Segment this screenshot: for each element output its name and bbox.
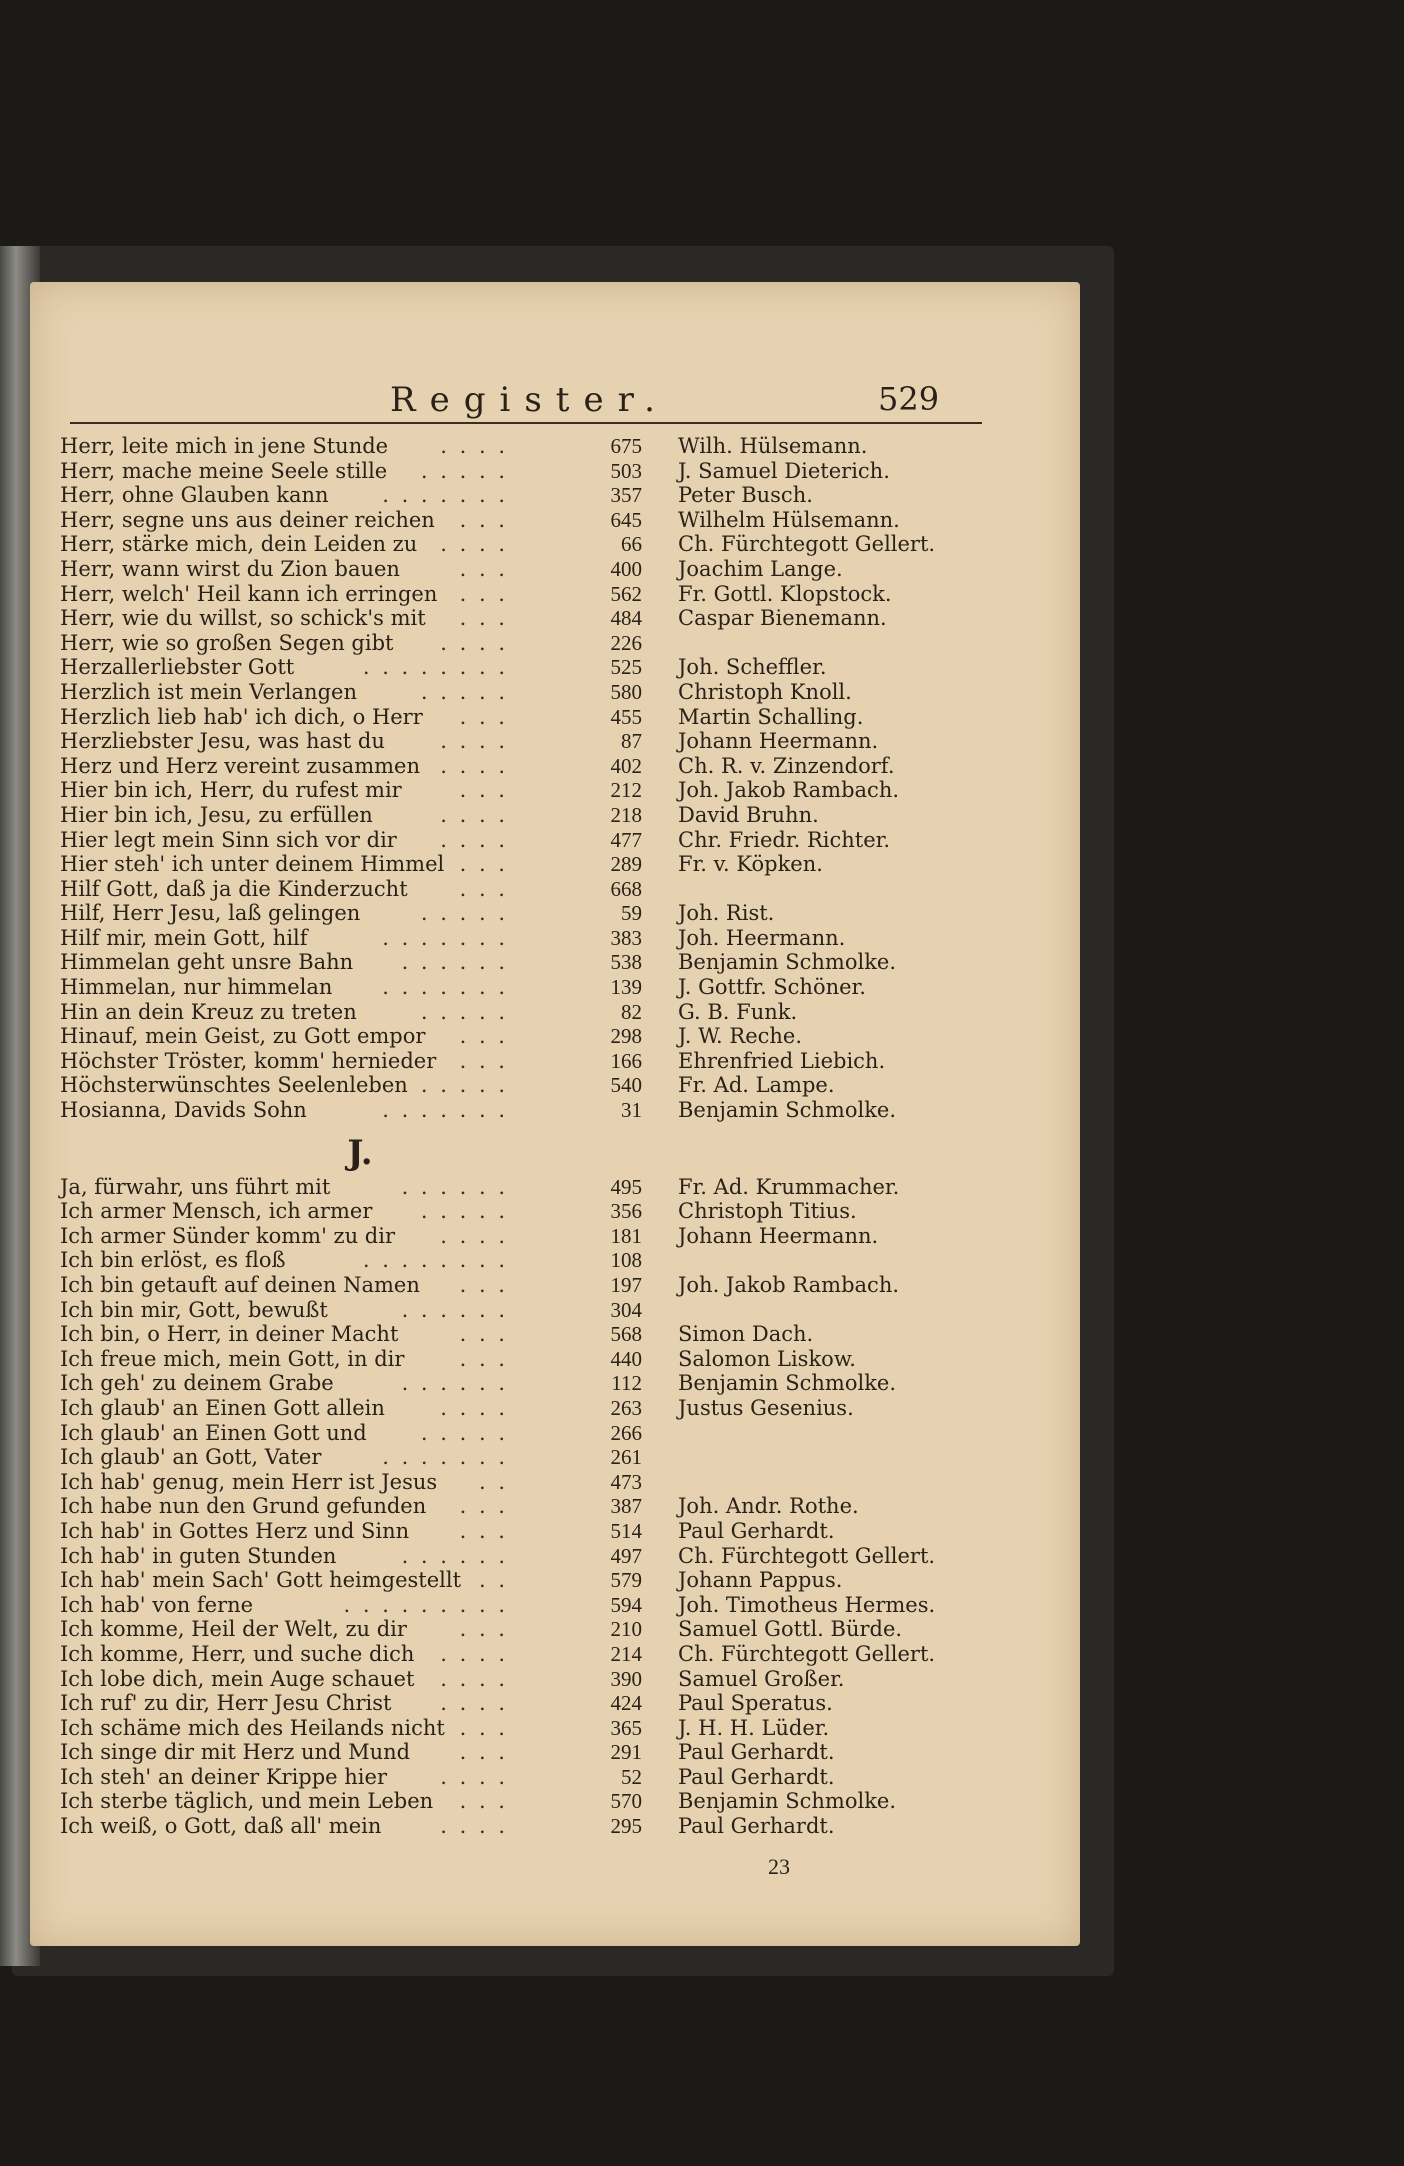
leader-dots: . . . .: [440, 1641, 508, 1666]
leader-dots: . . . . . . .: [382, 1098, 508, 1123]
hymn-number: 668: [610, 876, 642, 901]
hymn-author: Johann Heermann.: [678, 1223, 879, 1248]
register-entry: [60, 1371, 1020, 1396]
register-entry: [60, 1691, 1020, 1716]
entry-title: Hier legt mein Sinn sich vor dir: [60, 827, 397, 852]
register-entry: [60, 754, 1020, 779]
register-entry: [60, 1396, 1020, 1421]
register-entry: [60, 1617, 1020, 1642]
hymn-author: Fr. v. Köpken.: [678, 852, 823, 877]
hymn-author: Benjamin Schmolke.: [678, 1098, 897, 1123]
leader-dots: . . . .: [440, 753, 508, 778]
entry-title: Herr, wie du willst, so schick's mit: [60, 606, 426, 631]
leader-dots: . . . . . .: [401, 1371, 508, 1396]
hymn-author: Ehrenfried Liebich.: [678, 1048, 886, 1073]
hymn-author: Joh. Scheffler.: [678, 655, 827, 680]
register-entry: [60, 778, 1020, 803]
register-entry: [60, 1814, 1020, 1839]
entry-title: Ich glaub' an Einen Gott und: [60, 1420, 367, 1445]
leader-dots: . . . .: [440, 802, 508, 827]
register-entry: [60, 926, 1020, 951]
entry-title: Hier steh' ich unter deinem Himmel: [60, 852, 445, 877]
entry-title: Herr, stärke mich, dein Leiden zu: [60, 532, 418, 557]
entry-title: Ich glaub' an Einen Gott allein: [60, 1395, 385, 1420]
leader-dots: . . . . . . .: [382, 975, 508, 1000]
entry-title: Himmelan, nur himmelan: [60, 975, 333, 1000]
register-entry: [60, 631, 1020, 656]
leader-dots: . . . .: [440, 1223, 508, 1248]
leader-dots: . . . . .: [420, 1420, 508, 1445]
hymn-author: Samuel Gottl. Bürde.: [678, 1617, 903, 1642]
hymn-number: 675: [610, 434, 642, 458]
hymn-number: 87: [621, 729, 642, 754]
leader-dots: . . .: [459, 1715, 508, 1740]
entry-title: Ich hab' in guten Stunden: [60, 1543, 337, 1568]
register-entry: [60, 1642, 1020, 1667]
hymn-number: 562: [610, 581, 642, 606]
hymn-author: Paul Gerhardt.: [678, 1518, 835, 1543]
leader-dots: . . .: [459, 507, 508, 532]
leader-dots: . . . .: [440, 1666, 508, 1691]
hymn-number: 298: [610, 1024, 642, 1049]
leader-dots: . . . .: [440, 1814, 508, 1839]
book-page: [30, 282, 1080, 1946]
leader-dots: . . . . . . . .: [362, 655, 508, 680]
hymn-number: 540: [610, 1073, 642, 1098]
entry-title: Ich hab' genug, mein Herr ist Jesus: [60, 1469, 438, 1494]
hymn-author: Fr. Ad. Krummacher.: [678, 1174, 900, 1199]
leader-dots: . . . . .: [420, 679, 508, 704]
register-entry: [60, 1470, 1020, 1495]
register-entry: [60, 1224, 1020, 1249]
hymn-author: Justus Gesenius.: [678, 1395, 854, 1420]
running-head: Register.: [390, 380, 669, 420]
entry-title: Herr, mache meine Seele stille: [60, 458, 388, 483]
leader-dots: . . .: [459, 778, 508, 803]
register-entry: [60, 1000, 1020, 1025]
register-entry: [60, 828, 1020, 853]
leader-dots: . . . . . .: [401, 1543, 508, 1568]
register-entry: [60, 1049, 1020, 1074]
leader-dots: . . .: [459, 1346, 508, 1371]
hymn-number: 66: [621, 532, 642, 557]
hymn-author: Ch. R. v. Zinzendorf.: [678, 753, 895, 778]
hymn-number: 139: [610, 975, 642, 1000]
entry-title: Ich weiß, o Gott, daß all' mein: [60, 1814, 382, 1839]
entry-title: Ich hab' mein Sach' Gott heimgestellt: [60, 1568, 462, 1593]
register-entry: [60, 1445, 1020, 1470]
entry-title: Herr, segne uns aus deiner reichen: [60, 507, 435, 532]
entry-title: Ich bin erlöst, es floß: [60, 1248, 286, 1273]
leader-dots: . . . . .: [420, 901, 508, 926]
hymn-author: Christoph Knoll.: [678, 679, 852, 704]
register-entry: [60, 1519, 1020, 1544]
leader-dots: . . .: [459, 1024, 508, 1049]
register-entry: [60, 1298, 1020, 1323]
leader-dots: . . . . . .: [401, 950, 508, 975]
leader-dots: . . . .: [440, 1691, 508, 1716]
hymn-author: Samuel Großer.: [678, 1666, 845, 1691]
hymn-number: 166: [610, 1048, 642, 1073]
entry-title: Ich bin getauft auf deinen Namen: [60, 1273, 420, 1297]
register-entry: [60, 901, 1020, 926]
register-entry: [60, 1494, 1020, 1519]
register-entry: [60, 459, 1020, 484]
entry-title: Ich komme, Heil der Welt, zu dir: [60, 1617, 407, 1642]
hymn-number: 570: [610, 1789, 642, 1814]
hymn-number: 440: [610, 1346, 642, 1371]
register-entry: [60, 1568, 1020, 1593]
entry-title: Höchster Tröster, komm' hernieder: [60, 1048, 437, 1073]
hymn-number: 214: [610, 1641, 642, 1666]
leader-dots: . . . . .: [420, 999, 508, 1024]
hymn-number: 424: [610, 1691, 642, 1716]
leader-dots: . . . . . . .: [382, 925, 508, 950]
leader-dots: . .: [478, 1568, 508, 1593]
register-entry: [60, 975, 1020, 1000]
hymn-number: 365: [610, 1715, 642, 1740]
leader-dots: . . . . . . . .: [362, 1248, 508, 1273]
hymn-author: Benjamin Schmolke.: [678, 1789, 897, 1814]
entry-title: Ich freue mich, mein Gott, in dir: [60, 1346, 405, 1371]
page-number: 529: [878, 380, 940, 418]
hymn-author: J. Gottfr. Schöner.: [678, 975, 866, 1000]
hymn-number: 455: [610, 704, 642, 729]
leader-dots: . . . . .: [420, 458, 508, 483]
hymn-number: 226: [610, 630, 642, 655]
hymn-number: 580: [610, 679, 642, 704]
printer-signature: 23: [768, 1854, 790, 1879]
hymn-author: Paul Gerhardt.: [678, 1764, 835, 1789]
hymn-number: 495: [610, 1174, 642, 1199]
hymn-number: 497: [610, 1543, 642, 1568]
leader-dots: . . . . . .: [401, 1174, 508, 1199]
register-entry: [60, 1347, 1020, 1372]
hymn-author: Fr. Gottl. Klopstock.: [678, 581, 892, 606]
hymn-number: 266: [610, 1420, 642, 1445]
register-entry: [60, 1544, 1020, 1569]
leader-dots: . . .: [459, 1740, 508, 1765]
hymn-number: 112: [611, 1371, 642, 1396]
hymn-number: 594: [610, 1592, 642, 1617]
hymn-author: Joh. Jakob Rambach.: [678, 1273, 900, 1297]
hymn-author: Joh. Jakob Rambach.: [678, 778, 900, 803]
leader-dots: . . . . . . .: [382, 483, 508, 508]
hymn-number: 181: [610, 1223, 642, 1248]
register-group-j: [60, 1175, 1020, 1839]
hymn-number: 525: [610, 655, 642, 680]
register-entry: [60, 1421, 1020, 1446]
register-entry: [60, 655, 1020, 680]
register-entry: [60, 1098, 1020, 1123]
hymn-author: Paul Gerhardt.: [678, 1814, 835, 1839]
register-entry: [60, 606, 1020, 631]
hymn-number: 477: [610, 827, 642, 852]
hymn-author: Wilh. Hülsemann.: [678, 434, 868, 458]
entry-title: Ich habe nun den Grund gefunden: [60, 1494, 427, 1519]
hymn-author: Caspar Bienemann.: [678, 606, 887, 631]
hymn-author: David Bruhn.: [678, 802, 819, 827]
entry-title: Hier bin ich, Herr, du rufest mir: [60, 778, 402, 803]
leader-dots: . . . .: [440, 729, 508, 754]
hymn-author: Chr. Friedr. Richter.: [678, 827, 891, 852]
register-entry: [60, 1765, 1020, 1790]
hymn-author: Johann Pappus.: [678, 1568, 843, 1593]
entry-title: Höchsterwünschtes Seelenleben: [60, 1073, 408, 1098]
entry-title: Ich armer Mensch, ich armer: [60, 1199, 373, 1224]
hymn-number: 538: [610, 950, 642, 975]
hymn-number: 261: [610, 1445, 642, 1470]
register-entry: [60, 705, 1020, 730]
entry-title: Ich lobe dich, mein Auge schauet: [60, 1666, 415, 1691]
entry-title: Ich steh' an deiner Krippe hier: [60, 1764, 387, 1789]
leader-dots: . . . . . .: [401, 1297, 508, 1322]
hymn-author: Johann Heermann.: [678, 729, 879, 754]
hymn-number: 31: [621, 1098, 642, 1123]
leader-dots: . . .: [459, 704, 508, 729]
hymn-number: 579: [610, 1568, 642, 1593]
entry-title: Ich hab' von ferne: [60, 1592, 254, 1617]
entry-title: Herzlich lieb hab' ich dich, o Herr: [60, 704, 423, 729]
hymn-author: Benjamin Schmolke.: [678, 950, 897, 975]
leader-dots: . . .: [459, 852, 508, 877]
register-entry: [60, 803, 1020, 828]
entry-title: Herzallerliebster Gott: [60, 655, 295, 680]
hymn-number: 52: [621, 1764, 642, 1789]
entry-title: Ja, fürwahr, uns führt mit: [60, 1174, 331, 1199]
hymn-author: Joachim Lange.: [678, 556, 843, 581]
leader-dots: . . .: [459, 1048, 508, 1073]
leader-dots: . .: [478, 1469, 508, 1494]
hymn-number: 82: [621, 999, 642, 1024]
hymn-number: 304: [610, 1297, 642, 1322]
leader-dots: . . .: [459, 1273, 508, 1297]
header-rule: [70, 422, 982, 424]
hymn-author: Salomon Liskow.: [678, 1346, 856, 1371]
hymn-author: G. B. Funk.: [678, 999, 798, 1024]
leader-dots: . . . . . . .: [382, 1445, 508, 1470]
leader-dots: . . .: [459, 606, 508, 631]
hymn-author: Joh. Andr. Rothe.: [678, 1494, 859, 1519]
leader-dots: . . . .: [440, 1764, 508, 1789]
register-entry: [60, 1593, 1020, 1618]
entry-title: Hin an dein Kreuz zu treten: [60, 999, 357, 1024]
hymn-author: Martin Schalling.: [678, 704, 864, 729]
hymn-number: 645: [610, 507, 642, 532]
section-heading-j: J.: [347, 1132, 373, 1173]
entry-title: Hilf, Herr Jesu, laß gelingen: [60, 901, 361, 926]
entry-title: Herzliebster Jesu, was hast du: [60, 729, 385, 754]
entry-title: Hilf Gott, daß ja die Kinderzucht: [60, 876, 408, 901]
hymn-author: Ch. Fürchtegott Gellert.: [678, 1641, 936, 1666]
register-entry: [60, 1667, 1020, 1692]
register-entry: [60, 532, 1020, 557]
leader-dots: . . .: [459, 1518, 508, 1543]
leader-dots: . . .: [459, 556, 508, 581]
leader-dots: . . .: [459, 1789, 508, 1814]
entry-title: Ich komme, Herr, und suche dich: [60, 1641, 415, 1666]
register-list: [60, 434, 1020, 1839]
register-entry: [60, 729, 1020, 754]
entry-title: Himmelan geht unsre Bahn: [60, 950, 354, 975]
hymn-author: Simon Dach.: [678, 1322, 814, 1347]
register-entry: [60, 852, 1020, 877]
hymn-number: 400: [610, 556, 642, 581]
entry-title: Ich hab' in Gottes Herz und Sinn: [60, 1518, 410, 1543]
leader-dots: . . . .: [440, 630, 508, 655]
leader-dots: . . . .: [440, 532, 508, 557]
hymn-number: 210: [610, 1617, 642, 1642]
register-entry: [60, 1716, 1020, 1741]
hymn-author: Fr. Ad. Lampe.: [678, 1073, 835, 1098]
hymn-number: 484: [610, 606, 642, 631]
leader-dots: . . .: [459, 876, 508, 901]
hymn-author: Wilhelm Hülsemann.: [678, 507, 900, 532]
register-entry: [60, 1740, 1020, 1765]
hymn-number: 295: [610, 1814, 642, 1839]
hymn-author: Peter Busch.: [678, 483, 813, 508]
hymn-number: 197: [610, 1273, 642, 1297]
register-entry: [60, 1175, 1020, 1200]
register-entry: [60, 582, 1020, 607]
entry-title: Herr, wann wirst du Zion bauen: [60, 556, 400, 581]
entry-title: Ich ruf' zu dir, Herr Jesu Christ: [60, 1691, 392, 1716]
leader-dots: . . .: [459, 1322, 508, 1347]
entry-title: Herr, leite mich in jene Stunde: [60, 434, 389, 458]
hymn-number: 503: [610, 458, 642, 483]
hymn-number: 356: [610, 1199, 642, 1224]
entry-title: Hilf mir, mein Gott, hilf: [60, 925, 308, 950]
hymn-author: J. W. Reche.: [678, 1024, 803, 1049]
entry-title: Hosianna, Davids Sohn: [60, 1098, 307, 1123]
entry-title: Ich singe dir mit Herz und Mund: [60, 1740, 411, 1765]
hymn-number: 289: [610, 852, 642, 877]
entry-title: Ich bin mir, Gott, bewußt: [60, 1297, 328, 1322]
leader-dots: . . .: [459, 581, 508, 606]
hymn-author: Paul Gerhardt.: [678, 1740, 835, 1765]
entry-title: Ich glaub' an Gott, Vater: [60, 1445, 322, 1470]
leader-dots: . . . . . . . . .: [343, 1592, 508, 1617]
hymn-author: Christoph Titius.: [678, 1199, 857, 1224]
hymn-author: Joh. Timotheus Hermes.: [678, 1592, 936, 1617]
register-entry: [60, 483, 1020, 508]
entry-title: Ich armer Sünder komm' zu dir: [60, 1223, 395, 1248]
hymn-number: 291: [610, 1740, 642, 1765]
register-entry: [60, 1199, 1020, 1224]
leader-dots: . . . . .: [420, 1073, 508, 1098]
register-entry: [60, 1073, 1020, 1098]
leader-dots: . . . .: [440, 434, 508, 458]
hymn-author: J. Samuel Dieterich.: [678, 458, 890, 483]
register-entry: [60, 950, 1020, 975]
leader-dots: . . . . .: [420, 1199, 508, 1224]
hymn-number: 357: [610, 483, 642, 508]
hymn-number: 59: [621, 901, 642, 926]
entry-title: Ich geh' zu deinem Grabe: [60, 1371, 334, 1396]
entry-title: Ich bin, o Herr, in deiner Macht: [60, 1322, 399, 1347]
register-entry: [60, 508, 1020, 533]
entry-title: Ich schäme mich des Heilands nicht: [60, 1715, 445, 1740]
hymn-number: 263: [610, 1395, 642, 1420]
hymn-number: 473: [610, 1469, 642, 1494]
hymn-number: 383: [610, 925, 642, 950]
register-entry: [60, 680, 1020, 705]
entry-title: Herz und Herz vereint zusammen: [60, 753, 420, 778]
hymn-number: 218: [610, 802, 642, 827]
hymn-number: 568: [610, 1322, 642, 1347]
hymn-author: Benjamin Schmolke.: [678, 1371, 897, 1396]
register-entry: [60, 1248, 1020, 1273]
entry-title: Herzlich ist mein Verlangen: [60, 679, 357, 704]
register-entry: [60, 1273, 1020, 1298]
register-entry: [60, 877, 1020, 902]
entry-title: Herr, ohne Glauben kann: [60, 483, 329, 508]
entry-title: Ich sterbe täglich, und mein Leben: [60, 1789, 434, 1814]
entry-title: Herr, wie so großen Segen gibt: [60, 630, 394, 655]
hymn-number: 212: [610, 778, 642, 803]
hymn-number: 514: [610, 1518, 642, 1543]
entry-title: Hinauf, mein Geist, zu Gott empor: [60, 1024, 426, 1049]
hymn-number: 108: [610, 1248, 642, 1273]
hymn-author: Ch. Fürchtegott Gellert.: [678, 1543, 936, 1568]
leader-dots: . . .: [459, 1617, 508, 1642]
hymn-author: Joh. Heermann.: [678, 925, 846, 950]
hymn-author: Ch. Fürchtegott Gellert.: [678, 532, 936, 557]
leader-dots: . . . .: [440, 827, 508, 852]
hymn-author: J. H. H. Lüder.: [678, 1715, 830, 1740]
hymn-number: 390: [610, 1666, 642, 1691]
leader-dots: . . . .: [440, 1395, 508, 1420]
hymn-number: 387: [610, 1494, 642, 1519]
page-header: [30, 380, 1030, 428]
leader-dots: . . .: [459, 1494, 508, 1519]
register-entry: [60, 557, 1020, 582]
entry-title: Herr, welch' Heil kann ich erringen: [60, 581, 438, 606]
register-entry: [60, 1789, 1020, 1814]
register-entry: [60, 1024, 1020, 1049]
hymn-author: Paul Speratus.: [678, 1691, 833, 1716]
register-entry: [60, 434, 1020, 459]
register-entry: [60, 1322, 1020, 1347]
register-group-h: [60, 434, 1020, 1123]
hymn-number: 402: [610, 753, 642, 778]
entry-title: Hier bin ich, Jesu, zu erfüllen: [60, 802, 373, 827]
hymn-author: Joh. Rist.: [678, 901, 775, 926]
